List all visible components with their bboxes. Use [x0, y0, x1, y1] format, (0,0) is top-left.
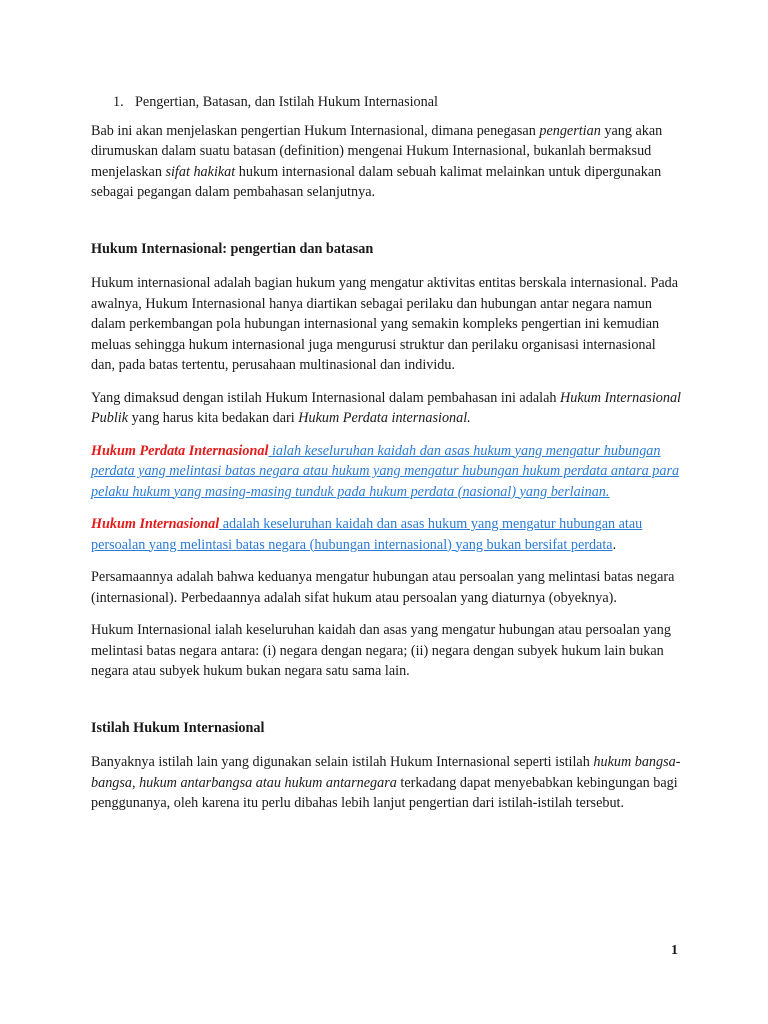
para2-text-1: Yang dimaksud dengan istilah Hukum Internasional dalam pembahasan ini adalah: [91, 389, 561, 406]
paragraph-terms: [91, 752, 681, 814]
para5-text-1: Banyaknya istilah lain yang digunakan selain istilah Hukum Internasional seperti istilah: [91, 754, 594, 770]
page-number: 1: [671, 943, 678, 958]
intro-paragraph: [91, 121, 681, 203]
numbered-list-item: [113, 92, 681, 113]
paragraph-public-law: [91, 388, 681, 429]
section-heading-terms: Istilah Hukum Internasional: [91, 719, 265, 736]
definition-international-law: [91, 514, 681, 555]
para2-italic-2: Hukum Perdata internasional.: [298, 410, 471, 426]
term-private-international-law: Hukum Perdata Internasional: [91, 442, 269, 459]
paragraph-similarity: Persamaannya adalah bahwa keduanya mengatur hubungan atau persoalan yang melintasi batas negara (internasional). Perbedaannya adalah sifat hukum atau persoalan yang diaturnya (obyeknya).: [91, 569, 675, 606]
definition-period: .: [612, 536, 617, 553]
list-number: 1.: [113, 94, 124, 110]
definition-private-international-law: [91, 441, 681, 503]
paragraph-definition: Hukum internasional adalah bagian hukum yang mengatur aktivitas entitas berskala internasional. Pada awalnya, Hukum Internasional hanya diartikan sebagai perilaku dan hubungan antar negara namun dalam perkembangan pola hubungan internasional yang semakin kompleks pengertian ini kemudian meluas sehingga hukum internasional juga mengurusi struktur dan perilaku organisasi internasional dan, pada batas tertentu, perusahaan multinasional dan individu.: [91, 275, 679, 373]
document-body: [91, 92, 681, 826]
intro-italic-1: pengertian: [539, 122, 601, 139]
paragraph-scope: Hukum Internasional ialah keseluruhan kaidah dan asas yang mengatur hubungan atau persoalan yang melintasi batas negara antara: (i) negara dengan negara; (ii) negara dengan subyek hukum lain bukan negara atau subyek hukum bukan negara satu sama lain.: [91, 622, 671, 679]
link-international-law[interactable]: adalah keseluruhan kaidah dan asas hukum yang mengatur hubungan atau persoalan yang melintasi batas negara (hubungan internasional) yang bukan bersifat perdata: [91, 516, 643, 553]
para5-italic-1: hukum bangsa-bangsa, hukum antarbangsa atau hukum antarnegara: [91, 754, 681, 791]
intro-italic-2: sifat hakikat: [165, 163, 236, 180]
intro-text-1: Bab ini akan menjelaskan pengertian Hukum Internasional, dimana penegasan: [91, 122, 540, 139]
term-international-law: Hukum Internasional: [91, 516, 220, 532]
list-item-text: Pengertian, Batasan, dan Istilah Hukum Internasional: [135, 94, 438, 110]
intro-text-2: yang akan dirumuskan dalam suatu batasan (definition) mengenai Hukum Internasional, bukanlah bermaksud menjelaskan: [91, 122, 663, 180]
section-heading-definition: Hukum Internasional: pengertian dan batasan: [91, 240, 374, 257]
para2-italic-1: Hukum Internasional Publik: [91, 389, 681, 426]
para2-text-2: yang harus kita bedakan dari: [128, 410, 299, 426]
para5-text-2: terkadang dapat menyebabkan kebingungan bagi penggunanya, oleh karena itu perlu dibahas lebih lanjut pengertian dari istilah-istilah tersebut.: [91, 774, 678, 811]
link-private-international-law[interactable]: ialah keseluruhan kaidah dan asas hukum yang mengatur hubungan perdata yang melintasi batas negara atau hukum yang mengatur hubungan hukum perdata antara para pelaku hukum yang masing-masing tunduk pada hukum perdata (nasional) yang berlainan.: [91, 442, 680, 500]
intro-text-3: hukum internasional dalam sebuah kalimat melainkan untuk dipergunakan sebagai pegangan dalam pembahasan selanjutnya.: [91, 163, 662, 200]
